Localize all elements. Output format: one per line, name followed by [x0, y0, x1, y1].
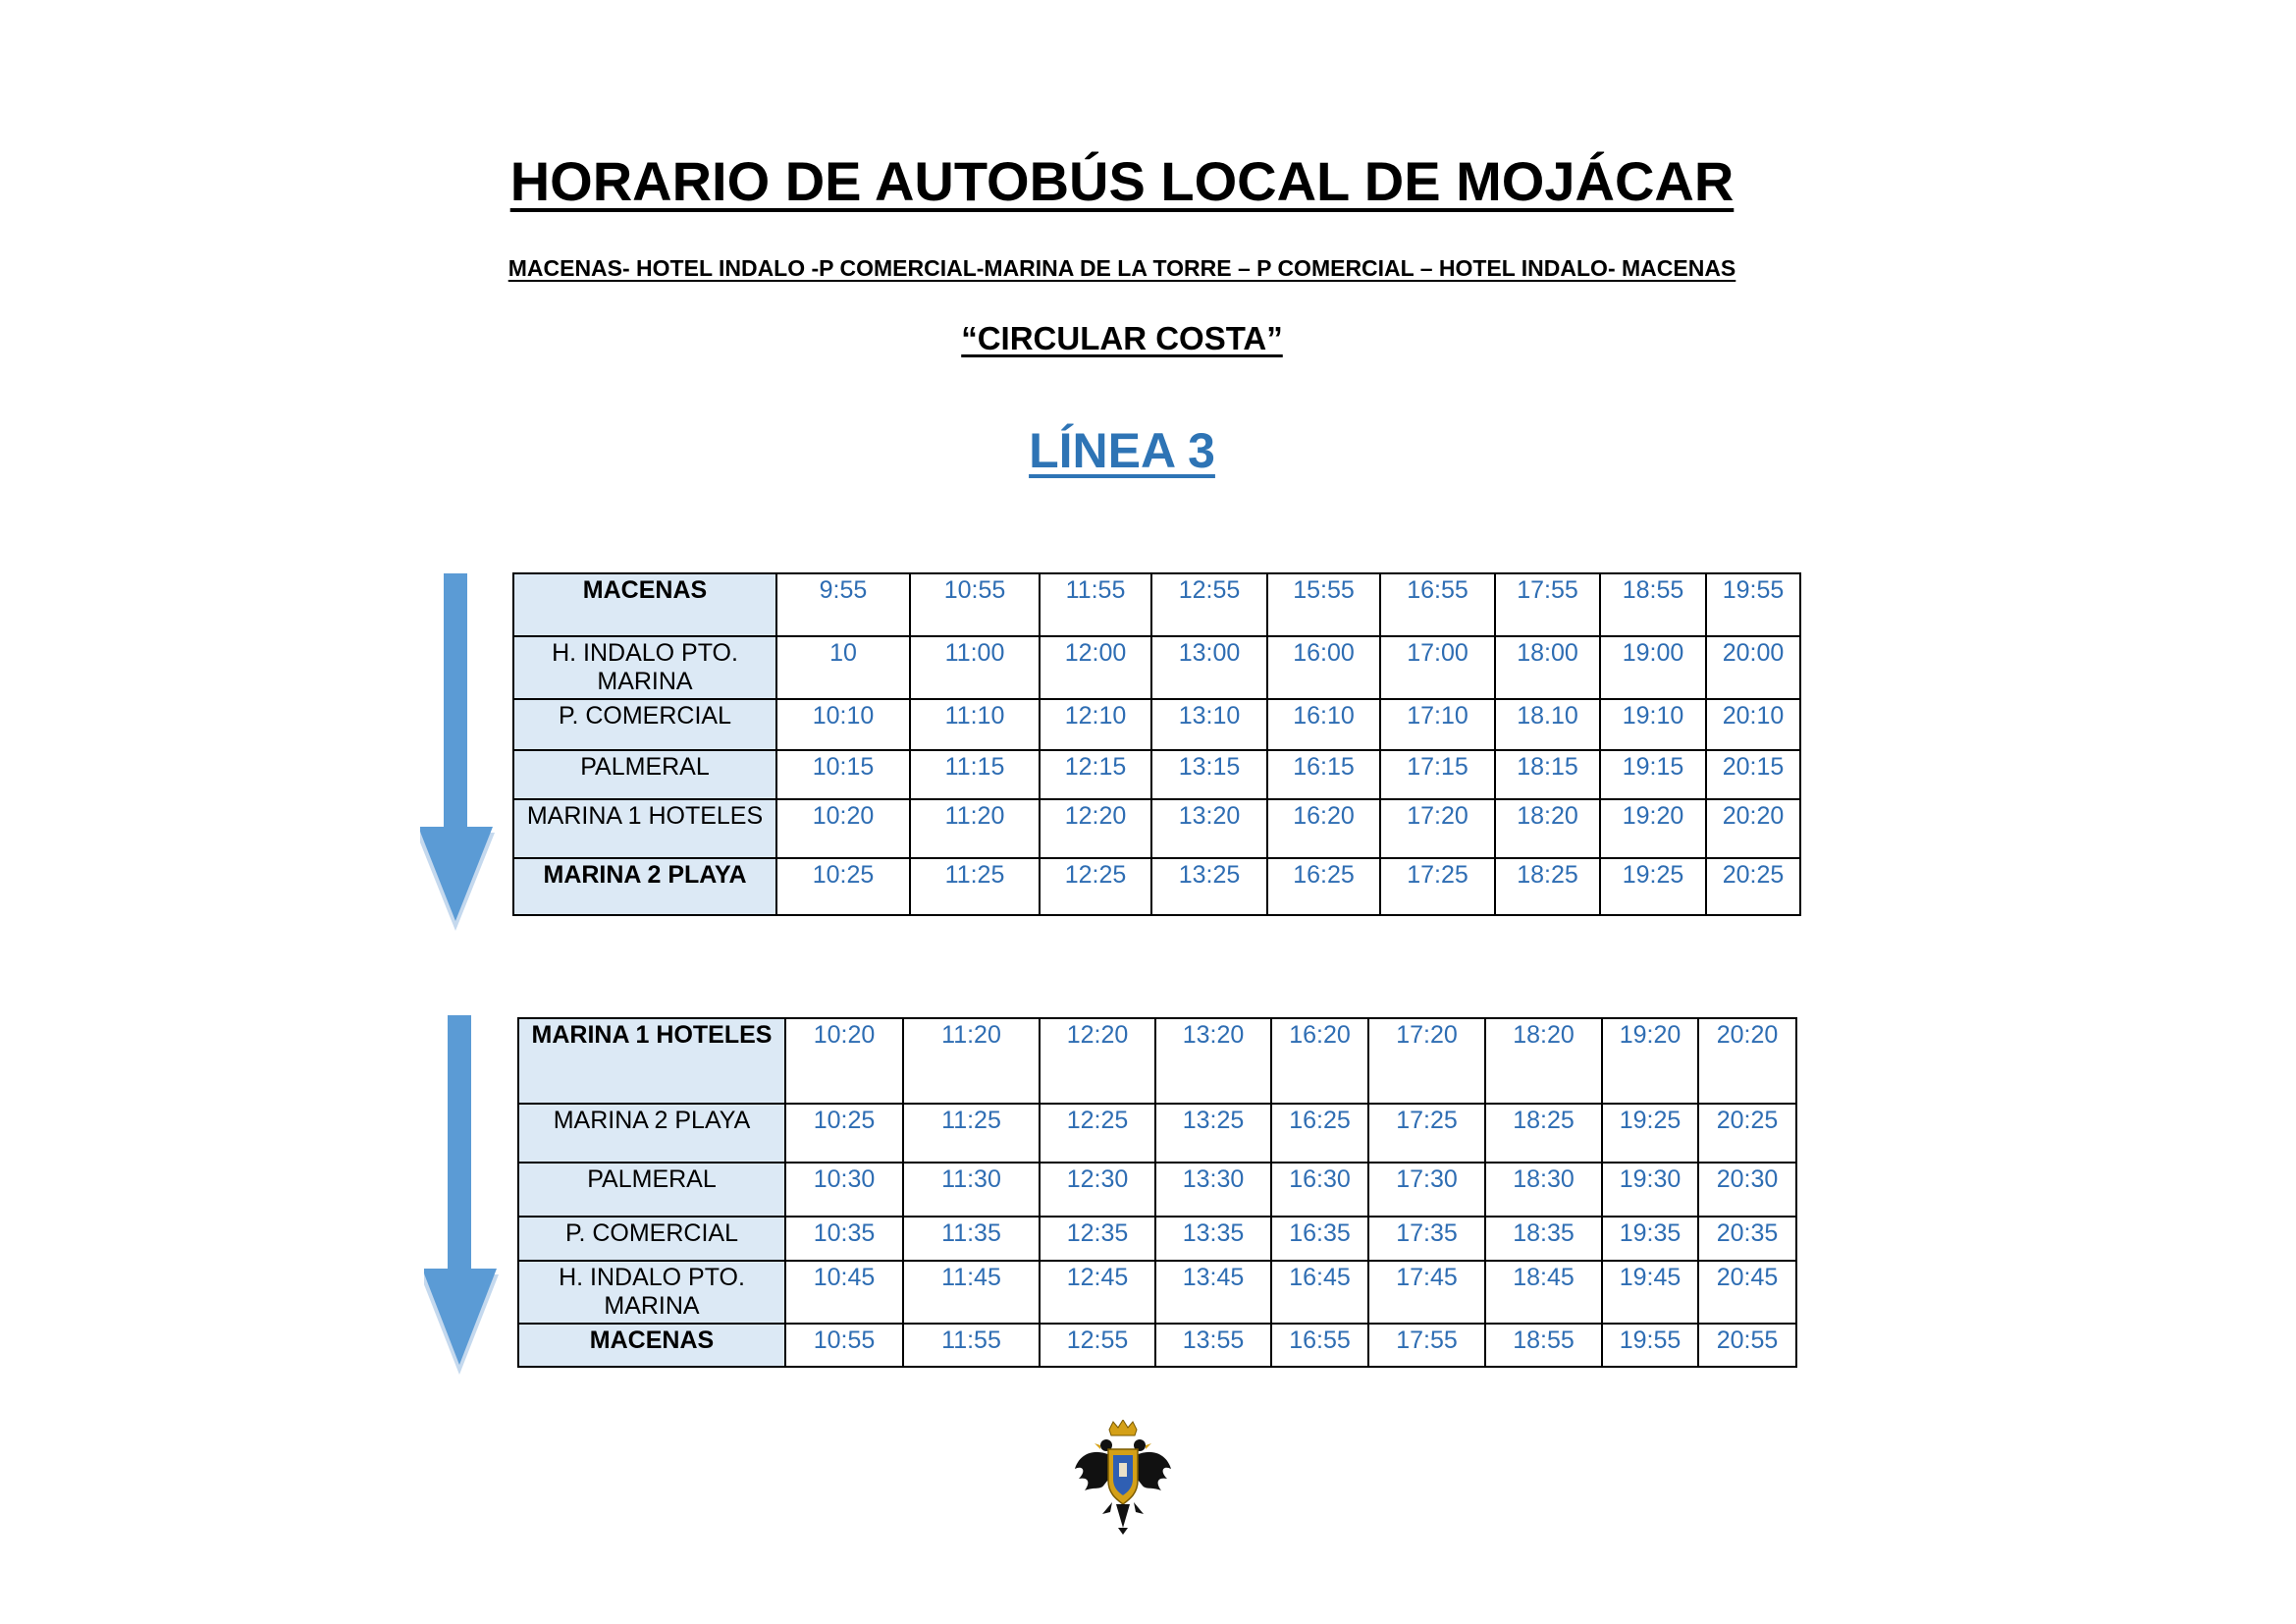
- departure-time-cell: 13:45: [1155, 1261, 1271, 1324]
- departure-time-cell: 11:20: [903, 1018, 1040, 1104]
- departure-time-cell: 18:20: [1485, 1018, 1602, 1104]
- departure-time-cell: 19:15: [1600, 750, 1706, 799]
- departure-time-cell: 18:35: [1485, 1217, 1602, 1261]
- departure-time-cell: 13:20: [1151, 799, 1267, 858]
- departure-time-cell: 12:15: [1040, 750, 1151, 799]
- departure-time-cell: 12:45: [1040, 1261, 1155, 1324]
- departure-time-cell: 11:10: [910, 699, 1040, 750]
- table-row: [518, 1104, 1796, 1163]
- departure-time-cell: 17:25: [1380, 858, 1495, 915]
- departure-time-cell: 17:10: [1380, 699, 1495, 750]
- departure-time-cell: 18:25: [1495, 858, 1600, 915]
- departure-time-cell: 11:20: [910, 799, 1040, 858]
- departure-time-cell: 20:15: [1706, 750, 1800, 799]
- departure-time-cell: 20:55: [1698, 1324, 1796, 1367]
- departure-time-cell: 11:55: [1040, 573, 1151, 636]
- departure-time-cell: 20:35: [1698, 1217, 1796, 1261]
- departure-time-cell: 19:30: [1602, 1163, 1698, 1217]
- table-row: [513, 799, 1800, 858]
- departure-time-cell: 18:45: [1485, 1261, 1602, 1324]
- table-row: [518, 1163, 1796, 1217]
- table-row: [513, 858, 1800, 915]
- departure-time-cell: 10:20: [785, 1018, 903, 1104]
- table-row: [518, 1217, 1796, 1261]
- departure-time-cell: 11:25: [903, 1104, 1040, 1163]
- departure-time-cell: 18:20: [1495, 799, 1600, 858]
- departure-time-cell: 13:35: [1155, 1217, 1271, 1261]
- departure-time-cell: 18:25: [1485, 1104, 1602, 1163]
- stop-name-cell: PALMERAL: [513, 750, 776, 799]
- direction-arrow-down-icon: [424, 1011, 503, 1384]
- departure-time-cell: 12:20: [1040, 799, 1151, 858]
- departure-time-cell: 10:45: [785, 1261, 903, 1324]
- departure-time-cell: 20:20: [1698, 1018, 1796, 1104]
- departure-time-cell: 19:10: [1600, 699, 1706, 750]
- table-row: [518, 1018, 1796, 1104]
- departure-time-cell: 19:20: [1602, 1018, 1698, 1104]
- stop-name-cell: MARINA 2 PLAYA: [513, 858, 776, 915]
- departure-time-cell: 20:00: [1706, 636, 1800, 699]
- stop-name-cell: P. COMERCIAL: [513, 699, 776, 750]
- departure-time-cell: 19:00: [1600, 636, 1706, 699]
- departure-time-cell: 16:20: [1271, 1018, 1368, 1104]
- departure-time-cell: 16:25: [1271, 1104, 1368, 1163]
- departure-time-cell: 20:45: [1698, 1261, 1796, 1324]
- departure-time-cell: 10:15: [776, 750, 910, 799]
- stop-name-cell: H. INDALO PTO. MARINA: [518, 1261, 785, 1324]
- departure-time-cell: 11:55: [903, 1324, 1040, 1367]
- departure-time-cell: 11:35: [903, 1217, 1040, 1261]
- departure-time-cell: 13:25: [1151, 858, 1267, 915]
- departure-time-cell: 17:15: [1380, 750, 1495, 799]
- route-description: MACENAS- HOTEL INDALO -P COMERCIAL-MARINA DE LA TORRE – P COMERCIAL – HOTEL INDALO- MACENAS: [507, 255, 1736, 281]
- departure-time-cell: 20:25: [1706, 858, 1800, 915]
- departure-time-cell: 12:25: [1040, 858, 1151, 915]
- departure-time-cell: 19:55: [1602, 1324, 1698, 1367]
- departure-time-cell: 17:55: [1368, 1324, 1485, 1367]
- departure-time-cell: 10:55: [785, 1324, 903, 1367]
- table-row: [518, 1324, 1796, 1367]
- table-row: [518, 1261, 1796, 1324]
- departure-time-cell: 13:55: [1155, 1324, 1271, 1367]
- departure-time-cell: 20:25: [1698, 1104, 1796, 1163]
- departure-time-cell: 19:55: [1706, 573, 1800, 636]
- departure-time-cell: 17:20: [1380, 799, 1495, 858]
- table-row: [513, 573, 1800, 636]
- stop-name-cell: MARINA 1 HOTELES: [513, 799, 776, 858]
- departure-time-cell: 12:20: [1040, 1018, 1155, 1104]
- stop-name-cell: MACENAS: [513, 573, 776, 636]
- page-title: HORARIO DE AUTOBÚS LOCAL DE MOJÁCAR: [509, 150, 1735, 212]
- departure-time-cell: 18.10: [1495, 699, 1600, 750]
- departure-time-cell: 17:35: [1368, 1217, 1485, 1261]
- route-subtitle: “CIRCULAR COSTA”: [961, 320, 1283, 356]
- departure-time-cell: 13:00: [1151, 636, 1267, 699]
- departure-time-cell: 10:25: [776, 858, 910, 915]
- departure-time-cell: 13:30: [1155, 1163, 1271, 1217]
- departure-time-cell: 20:20: [1706, 799, 1800, 858]
- departure-time-cell: 10:25: [785, 1104, 903, 1163]
- departure-time-cell: 11:15: [910, 750, 1040, 799]
- departure-time-cell: 16:00: [1267, 636, 1380, 699]
- departure-time-cell: 15:55: [1267, 573, 1380, 636]
- departure-time-cell: 12:30: [1040, 1163, 1155, 1217]
- departure-time-cell: 18:30: [1485, 1163, 1602, 1217]
- departure-time-cell: 16:45: [1271, 1261, 1368, 1324]
- departure-time-cell: 20:30: [1698, 1163, 1796, 1217]
- stop-name-cell: MARINA 1 HOTELES: [518, 1018, 785, 1104]
- departure-time-cell: 9:55: [776, 573, 910, 636]
- departure-time-cell: 16:10: [1267, 699, 1380, 750]
- stop-name-cell: P. COMERCIAL: [518, 1217, 785, 1261]
- departure-time-cell: 12:35: [1040, 1217, 1155, 1261]
- municipal-crest-icon: [1073, 1420, 1173, 1536]
- departure-time-cell: 17:55: [1495, 573, 1600, 636]
- departure-time-cell: 19:20: [1600, 799, 1706, 858]
- departure-time-cell: 18:00: [1495, 636, 1600, 699]
- departure-time-cell: 12:55: [1040, 1324, 1155, 1367]
- departure-time-cell: 10:10: [776, 699, 910, 750]
- departure-time-cell: 17:45: [1368, 1261, 1485, 1324]
- departure-time-cell: 10:30: [785, 1163, 903, 1217]
- departure-time-cell: 16:25: [1267, 858, 1380, 915]
- departure-time-cell: 11:45: [903, 1261, 1040, 1324]
- departure-time-cell: 10:20: [776, 799, 910, 858]
- stop-name-cell: H. INDALO PTO. MARINA: [513, 636, 776, 699]
- direction-arrow-down-icon: [420, 569, 499, 943]
- departure-time-cell: 10:55: [910, 573, 1040, 636]
- table-row: [513, 636, 1800, 699]
- departure-time-cell: 17:00: [1380, 636, 1495, 699]
- timetable-outbound: [512, 572, 1801, 916]
- departure-time-cell: 13:20: [1155, 1018, 1271, 1104]
- departure-time-cell: 17:30: [1368, 1163, 1485, 1217]
- stop-name-cell: MARINA 2 PLAYA: [518, 1104, 785, 1163]
- departure-time-cell: 11:30: [903, 1163, 1040, 1217]
- departure-time-cell: 18:55: [1600, 573, 1706, 636]
- departure-time-cell: 12:25: [1040, 1104, 1155, 1163]
- departure-time-cell: 12:55: [1151, 573, 1267, 636]
- departure-time-cell: 16:55: [1271, 1324, 1368, 1367]
- table-row: [513, 699, 1800, 750]
- timetable-return: [517, 1017, 1797, 1368]
- line-number: LÍNEA 3: [1029, 423, 1215, 478]
- departure-time-cell: 16:20: [1267, 799, 1380, 858]
- departure-time-cell: 11:00: [910, 636, 1040, 699]
- departure-time-cell: 18:15: [1495, 750, 1600, 799]
- departure-time-cell: 10: [776, 636, 910, 699]
- departure-time-cell: 16:35: [1271, 1217, 1368, 1261]
- departure-time-cell: 19:25: [1602, 1104, 1698, 1163]
- departure-time-cell: 19:25: [1600, 858, 1706, 915]
- departure-time-cell: 12:00: [1040, 636, 1151, 699]
- departure-time-cell: 10:35: [785, 1217, 903, 1261]
- departure-time-cell: 13:15: [1151, 750, 1267, 799]
- stop-name-cell: MACENAS: [518, 1324, 785, 1367]
- departure-time-cell: 13:25: [1155, 1104, 1271, 1163]
- departure-time-cell: 12:10: [1040, 699, 1151, 750]
- departure-time-cell: 16:55: [1380, 573, 1495, 636]
- departure-time-cell: 17:25: [1368, 1104, 1485, 1163]
- departure-time-cell: 16:15: [1267, 750, 1380, 799]
- table-row: [513, 750, 1800, 799]
- departure-time-cell: 18:55: [1485, 1324, 1602, 1367]
- stop-name-cell: PALMERAL: [518, 1163, 785, 1217]
- departure-time-cell: 16:30: [1271, 1163, 1368, 1217]
- departure-time-cell: 17:20: [1368, 1018, 1485, 1104]
- departure-time-cell: 20:10: [1706, 699, 1800, 750]
- departure-time-cell: 19:35: [1602, 1217, 1698, 1261]
- departure-time-cell: 11:25: [910, 858, 1040, 915]
- departure-time-cell: 19:45: [1602, 1261, 1698, 1324]
- departure-time-cell: 13:10: [1151, 699, 1267, 750]
